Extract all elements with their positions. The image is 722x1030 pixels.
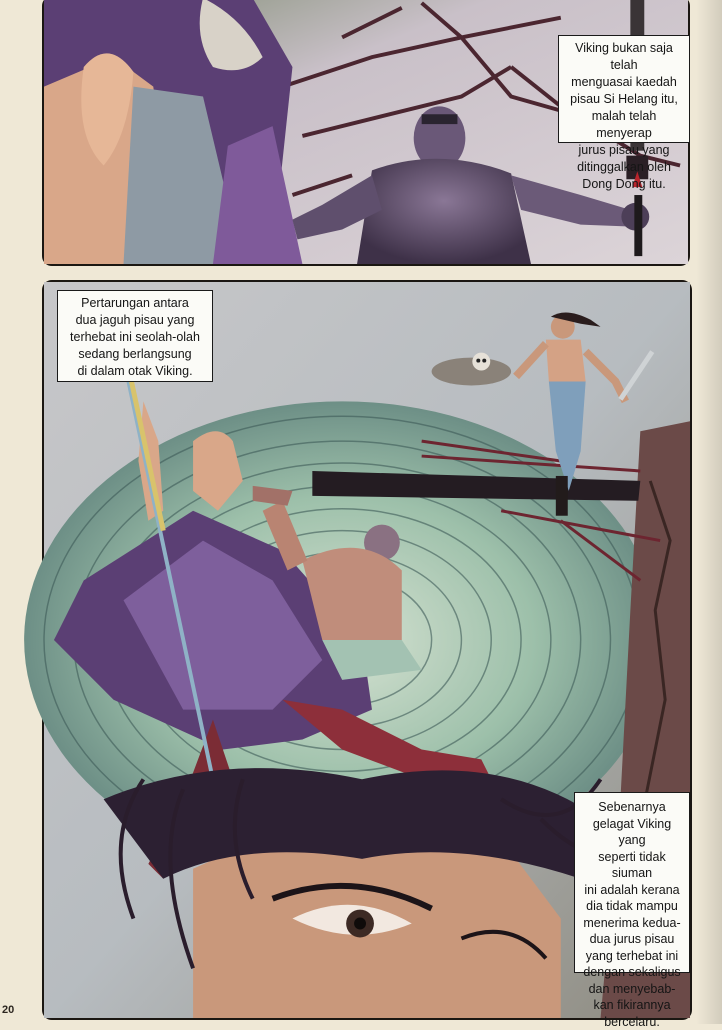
comic-panel-bottom — [42, 280, 692, 1029]
comic-panel-top — [42, 0, 690, 266]
narration-caption-top: Viking bukan saja telah menguasai kaedah pisau Si Helang itu, malah telah menyerap jurus pisau yang ditinggalkan oleh Dong Dong itu. — [558, 35, 690, 143]
narration-caption-right: Sebenarnya gelagat Viking yang seperti tidak siuman ini adalah kerana dia tidak mampu menerima kedua- dua jurus pisau yang terhebat ini dengan sekaligus dan menyebab- kan fikirannya bercelaru. — [574, 792, 690, 973]
hooded-elder-figure — [44, 0, 302, 264]
narration-caption-left: Pertarungan antara dua jaguh pisau yang terhebat ini seolah-olah sedang berlangsung di dalam otak Viking. — [57, 290, 213, 382]
page-edge-shadow — [696, 0, 722, 1024]
page-number: 20 — [2, 1004, 15, 1016]
